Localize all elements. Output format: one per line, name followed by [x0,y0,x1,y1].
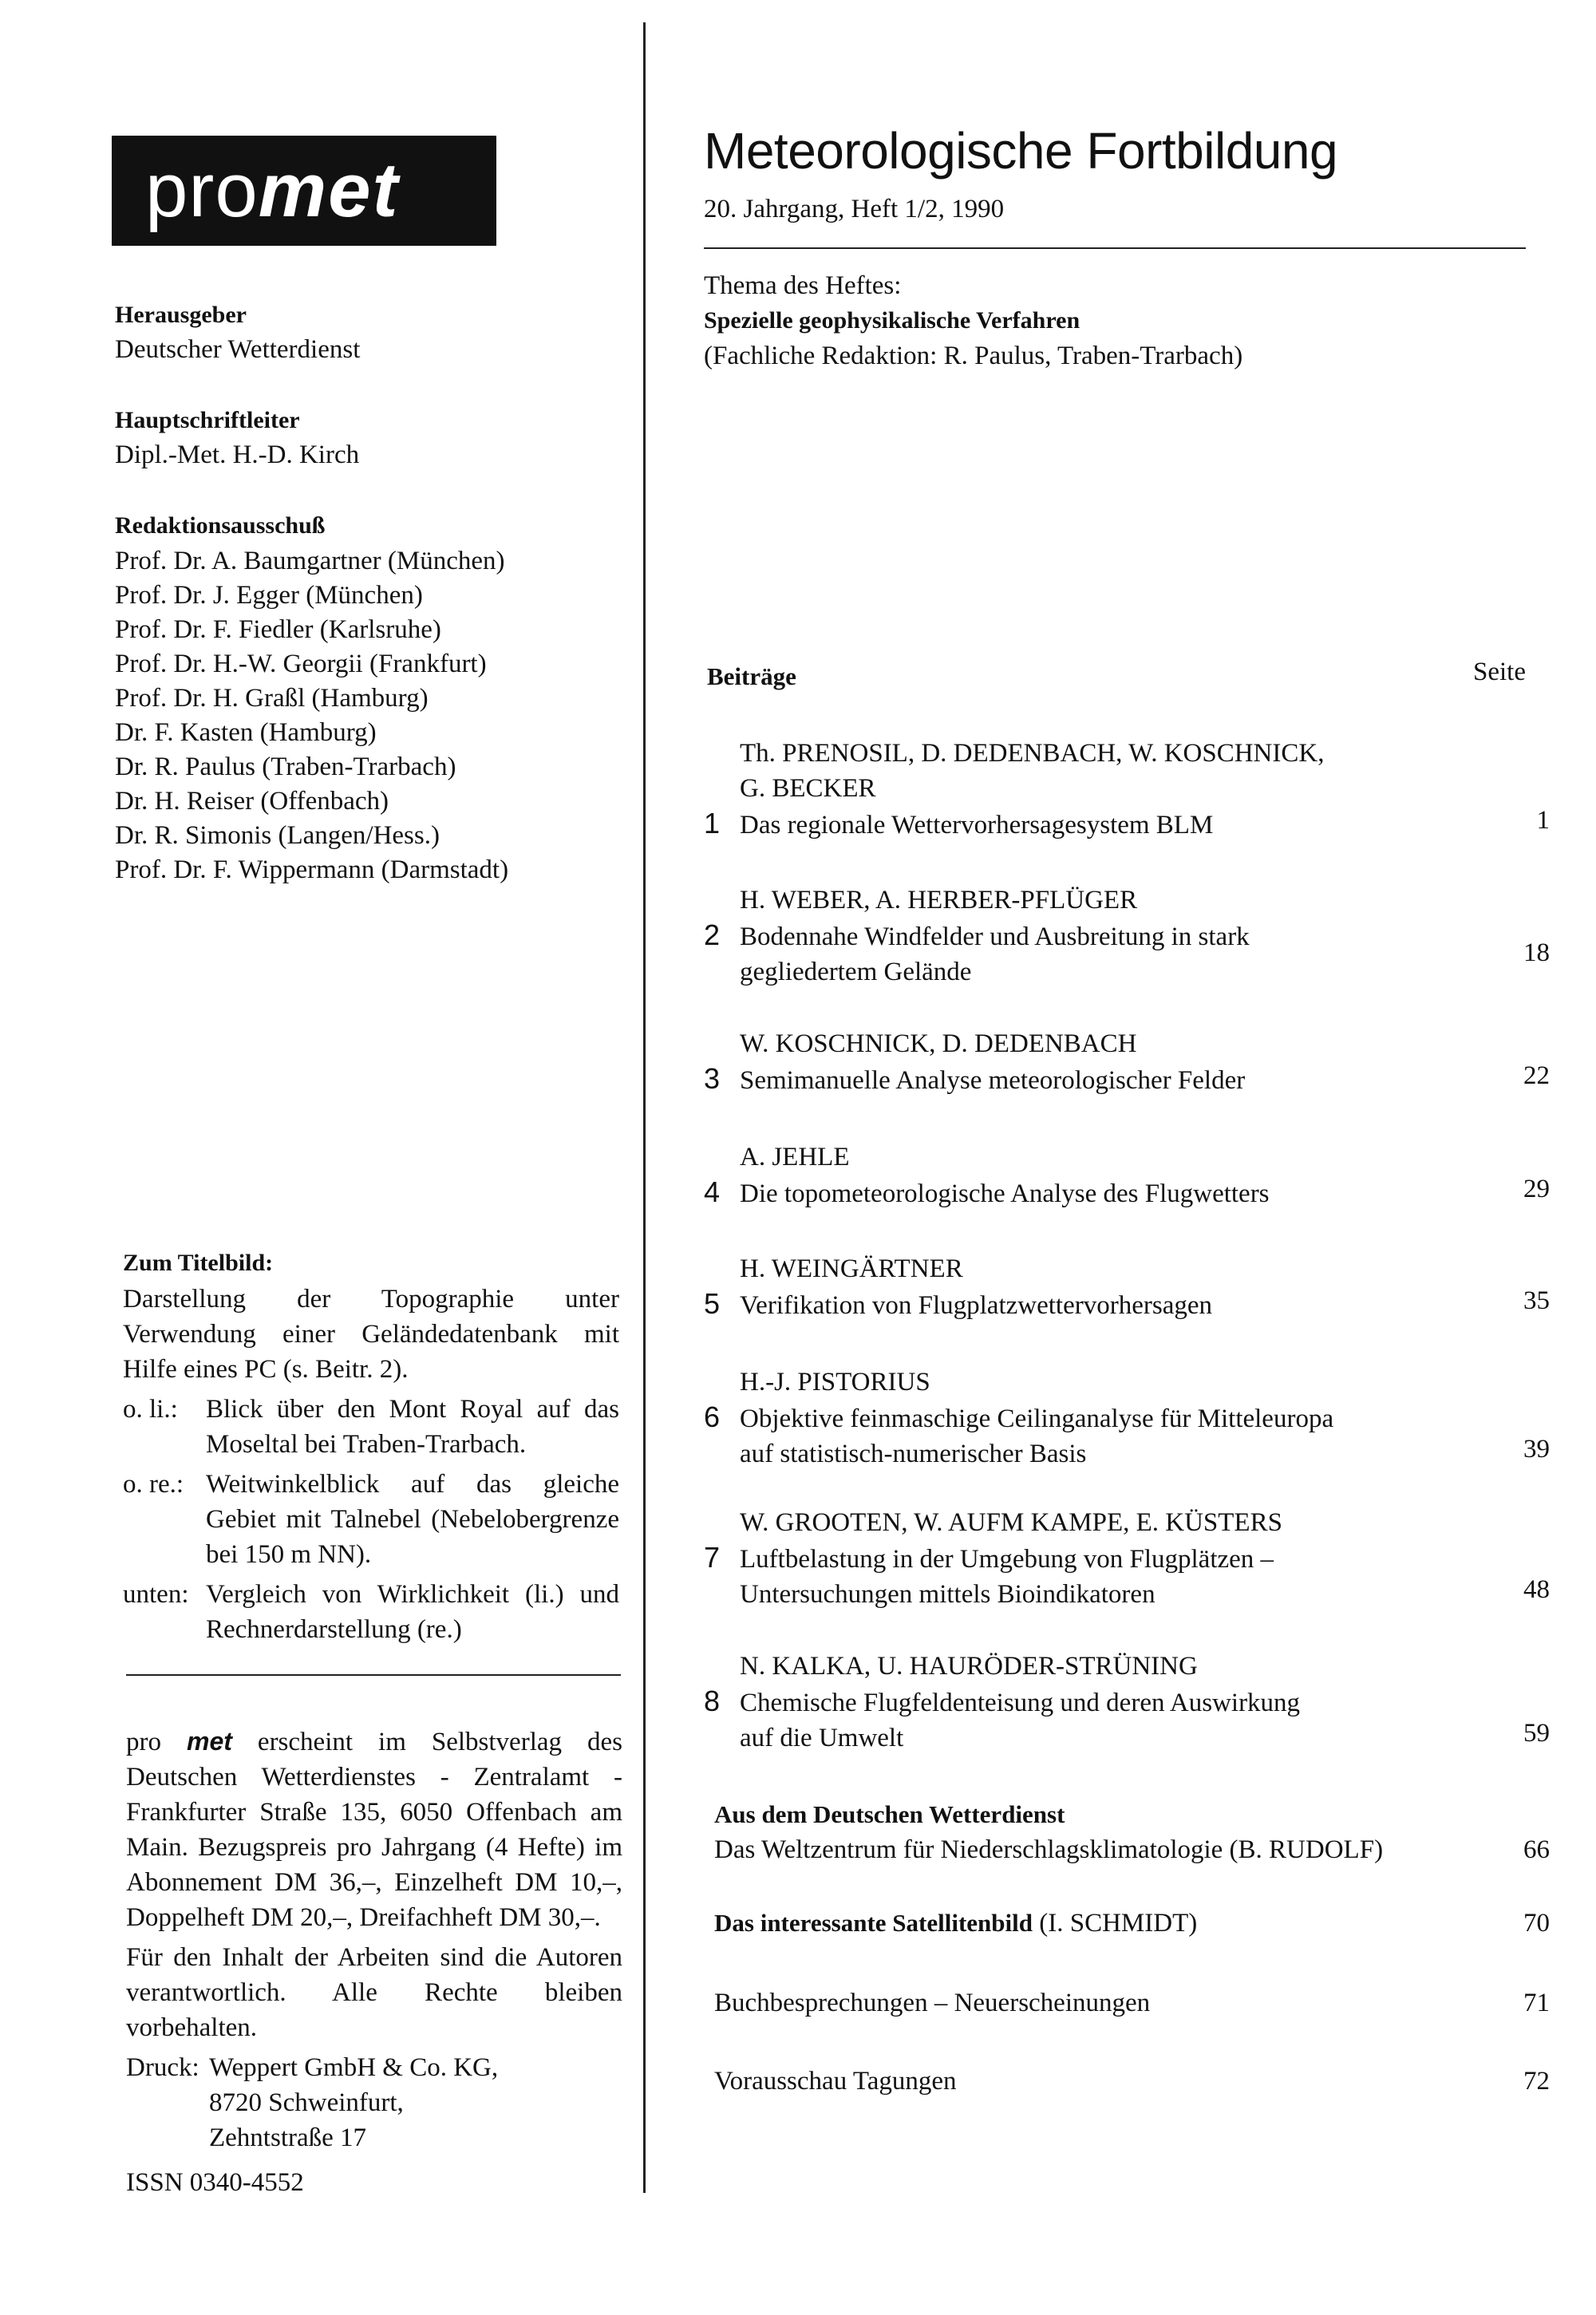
redaktion-member: Prof. Dr. H.-W. Georgii (Frankfurt) [115,650,487,678]
toc-entry [704,1365,1550,1472]
toc-entry-page: 22 [1523,1061,1550,1090]
toc-entry-authors: H. WEINGÄRTNER [740,1254,963,1283]
satellitenbild-page: 70 [1523,1909,1550,1938]
toc-entry [704,736,1550,843]
herausgeber-label: Herausgeber [115,302,247,328]
buchbesprechungen-title: Buchbesprechungen – Neuerscheinungen [714,1989,1151,2017]
dwd-heading: Aus dem Deutschen Wetterdienst [714,1800,1065,1828]
redaktion-member: Prof. Dr. A. Baumgartner (München) [115,547,505,575]
toc-entry [704,1026,1550,1098]
toc-entry-title: gegliedertem Gelände [740,958,972,986]
toc-entry-title-line [704,1684,1550,1720]
redaktion-member: Prof. Dr. F. Wippermann (Darmstadt) [115,855,509,884]
logo-pro: pro [145,148,259,233]
herausgeber-value: Deutscher Wetterdienst [115,335,361,364]
toc-entry-title: Chemische Flugfeldenteisung und deren Auswirkung [740,1689,1301,1717]
buchbesprechungen-row [714,1985,1550,2021]
toc-entry-authors: N. KALKA, U. HAURÖDER-STRÜNING [740,1652,1198,1681]
toc-entry-page: 18 [1523,938,1550,967]
toc-entry [704,1505,1550,1612]
dwd-title: Das Weltzentrum für Niederschlagsklimatologie (B. RUDOLF) [714,1835,1384,1864]
toc-entry-page: 48 [1523,1575,1550,1604]
toc-entry-authors: Th. PRENOSIL, D. DEDENBACH, W. KOSCHNICK, [740,739,1325,768]
toc-entry-title: Semimanuelle Analyse meteorologischer Felder [740,1066,1246,1095]
satellitenbild-section [714,1906,1550,1941]
left-divider-rule [126,1674,621,1676]
thema-redaktion: (Fachliche Redaktion: R. Paulus, Traben-Trarbach) [704,342,1243,370]
buchbesprechungen-page: 71 [1523,1989,1550,2017]
redaktion-member: Dr. F. Kasten (Hamburg) [115,718,377,747]
titelbild-label: Zum Titelbild: [123,1250,274,1276]
toc-entry-authors: A. JEHLE [740,1143,850,1171]
dwd-section [714,1797,1550,1867]
satellitenbild-author: (I. SCHMIDT) [1033,1909,1198,1938]
toc-entry-title-line [704,1175,1550,1211]
toc-entry [704,1251,1550,1323]
toc-entry-title: Objektive feinmaschige Ceilinganalyse für Mitteleuropa [740,1404,1334,1433]
hauptschriftleiter-value: Dipl.-Met. H.-D. Kirch [115,440,360,469]
redaktion-list [115,544,508,887]
druck-lines [209,2050,622,2155]
toc-entry-page: 59 [1523,1719,1550,1748]
dwd-row [714,1832,1550,1867]
toc-entry-number: 8 [704,1685,721,1717]
toc-entry-title-line [704,1286,1550,1323]
toc-entry-title: Das regionale Wettervorhersagesystem BLM [740,811,1214,839]
druck-line: 8720 Schweinfurt, [209,2088,404,2117]
toc-entry-authors: H. WEBER, A. HERBER-PFLÜGER [740,886,1138,915]
vorausschau-title: Vorausschau Tagungen [714,2067,957,2096]
toc-entry-title-line [704,806,1550,843]
toc-entry-title: auf die Umwelt [740,1724,904,1752]
druck-label: Druck: [126,2053,200,2082]
toc-entry-title: Bodennahe Windfelder und Ausbreitung in stark [740,922,1250,951]
toc-entry-authors: H.-J. PISTORIUS [740,1368,930,1397]
issn: ISSN 0340-4552 [126,2168,304,2197]
toc-entry-page: 39 [1523,1435,1550,1464]
logo-met: met [258,148,400,233]
satellitenbild-row [714,1906,1550,1941]
toc-entry-title-line [704,918,1550,954]
titelbild-item-text: Blick über den Mont Royal auf das Moseltal bei Traben-Trarbach. [206,1395,619,1459]
toc-entry-title-line [704,1436,1550,1472]
titelbild-block [123,1250,619,1647]
dwd-page: 66 [1523,1835,1550,1864]
toc-entry-page: 35 [1523,1286,1550,1315]
toc-entry-title-line [704,1061,1550,1098]
titelbild-item-key: o. re.: [123,1470,184,1499]
vorausschau-section [714,2064,1550,2099]
buchbesprechungen-section [714,1985,1550,2021]
toc-entry [704,883,1550,990]
toc-entry-authors: G. BECKER [740,774,876,803]
titelbild-intro: Darstellung der Topographie unter Verwendung einer Geländedatenbank mit Hilfe eines PC (s. Beitr. 2). [123,1285,619,1384]
imprint-pro: pro [126,1728,161,1756]
redaktion-label: Redaktionsausschuß [115,512,326,539]
toc-entry-number: 7 [704,1541,721,1574]
titelbild-item-key: unten: [123,1580,189,1609]
column-divider [643,22,646,2193]
toc-entry [704,1649,1550,1756]
toc-entry-number: 5 [704,1287,721,1320]
toc-entry-title-line [704,1577,1550,1612]
titelbild-item [123,1467,619,1572]
vorausschau-row [714,2064,1550,2099]
toc-entry-number: 6 [704,1400,721,1433]
titelbild-item-text: Vergleich von Wirklichkeit (li.) und Rechnerdarstellung (re.) [206,1580,619,1644]
imprint-met: met [187,1727,232,1756]
redaktion-member: Dr. R. Simonis (Langen/Hess.) [115,821,440,850]
titelbild-item [123,1577,619,1647]
toc-entry-page: 29 [1523,1175,1550,1203]
promet-logo [112,136,496,246]
toc-entry-title: Luftbelastung in der Umgebung von Flugplätzen – [740,1545,1274,1574]
toc-page-heading: Seite [1473,658,1526,686]
imprint-text-body: erscheint im Selbstverlag des Deutschen Wetterdienstes - Zentralamt - Frankfurter Straße 135, 6050 Offenbach am Main. Bezugspreis pro Jahrgang (4 Hefte) im Abonnement DM 36,–, Einzelheft DM 10,–, Doppelheft DM 20,–, Dreifachheft DM 30,–. [126,1728,623,1932]
thema-label: Thema des Heftes: [704,271,902,300]
toc-entry-title-line [704,1720,1550,1756]
titelbild-item-key: o. li.: [123,1395,178,1424]
toc-entry-title: Verifikation von Flugplatzwettervorhersagen [740,1291,1212,1320]
toc-entry-authors: W. GROOTEN, W. AUFM KAMPE, E. KÜSTERS [740,1508,1282,1537]
toc-entry-title: Untersuchungen mittels Bioindikatoren [740,1580,1156,1609]
title-rule [704,247,1526,249]
herausgeber-block [115,302,360,367]
druck-row [126,2050,622,2155]
toc-entry-title-line [704,1540,1550,1577]
toc-entry-number: 1 [704,807,721,839]
titelbild-item-text: Weitwinkelblick auf das gleiche Gebiet mit Talnebel (Nebelobergrenze bei 150 m NN). [206,1470,619,1569]
redaktion-member: Dr. H. Reiser (Offenbach) [115,787,389,816]
toc-entry-title: Die topometeorologische Analyse des Flugwetters [740,1179,1270,1208]
imprint-rights: Für den Inhalt der Arbeiten sind die Autoren verantwortlich. Alle Rechte bleiben vorbehalten. [126,1943,622,2042]
druck-line: Weppert GmbH & Co. KG, [209,2053,499,2082]
redaktion-member: Prof. Dr. J. Egger (München) [115,581,423,610]
vorausschau-page: 72 [1523,2067,1550,2096]
hauptschriftleiter-block [115,407,359,472]
imprint-block [126,1724,622,2200]
toc-entry-page: 1 [1536,806,1550,835]
hauptschriftleiter-label: Hauptschriftleiter [115,407,300,433]
toc-entry-title-line [704,954,1550,990]
redaktion-member: Prof. Dr. H. Graßl (Hamburg) [115,684,429,713]
issue-line: 20. Jahrgang, Heft 1/2, 1990 [704,195,1005,223]
thema-block [704,268,1242,373]
redaktion-member: Dr. R. Paulus (Traben-Trarbach) [115,753,456,781]
toc-heading: Beiträge [707,662,796,690]
toc-entry-number: 2 [704,918,721,951]
toc-entry-title: auf statistisch-numerischer Basis [740,1440,1087,1468]
titelbild-item [123,1392,619,1462]
toc-entry-number: 4 [704,1175,721,1208]
redaktion-member: Prof. Dr. F. Fiedler (Karlsruhe) [115,615,441,644]
imprint-text [126,1724,622,1935]
satellitenbild-title: Das interessante Satellitenbild [714,1909,1033,1937]
magazine-title: Meteorologische Fortbildung [704,122,1338,180]
toc-entry-number: 3 [704,1062,721,1095]
thema-title: Spezielle geophysikalische Verfahren [704,307,1080,334]
toc-entry-title-line [704,1400,1550,1436]
druck-line: Zehntstraße 17 [209,2123,367,2152]
toc-entry-authors: W. KOSCHNICK, D. DEDENBACH [740,1029,1137,1058]
toc-entry [704,1140,1550,1211]
redaktion-block [115,512,508,887]
